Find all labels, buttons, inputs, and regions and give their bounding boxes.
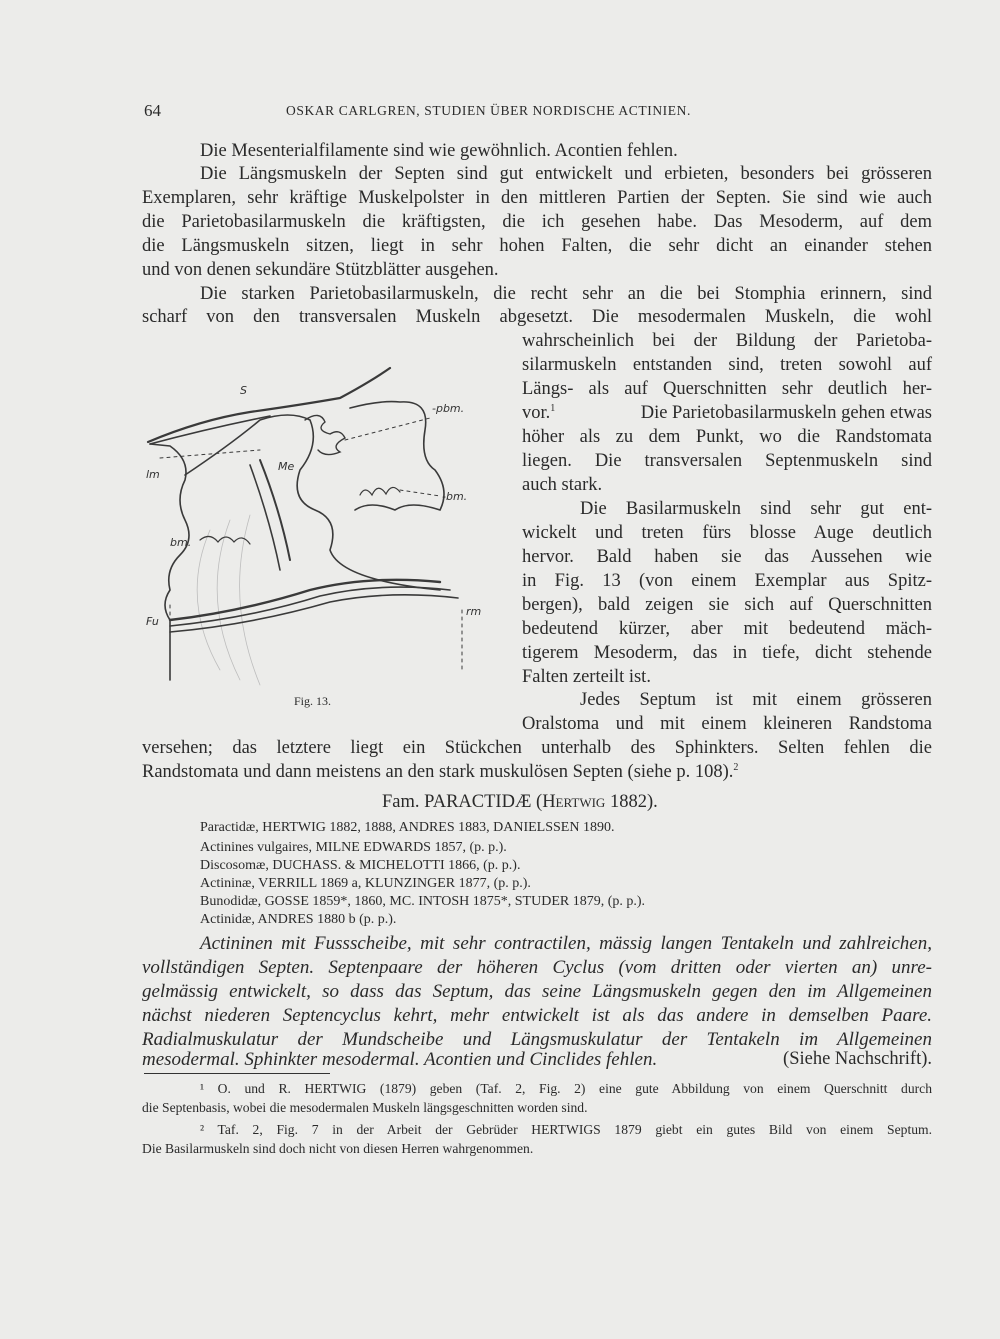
text-line: Oralstoma und mit einem kleineren Randstoma (522, 714, 932, 734)
text-line: wickelt und treten fürs blosse Auge deutlich (522, 523, 932, 543)
text-line: Die starken Parietobasilarmuskeln, die recht sehr an die bei Stomphia erinnern, sind (200, 284, 932, 304)
text-line (522, 403, 932, 424)
synonym-line: Paractidæ, HERTWIG 1882, 1888, ANDRES 1883, DANIELSSEN 1890. (200, 820, 615, 835)
synonym-line: Bunodidæ, GOSSE 1859*, 1860, MC. INTOSH 1875*, STUDER 1879, (p. p.). (200, 894, 646, 909)
text-line: Längs- als auf Querschnitten sehr deutlich her- (522, 379, 932, 399)
text-line: auch stark. (522, 475, 603, 495)
footnote-rule (144, 1073, 330, 1074)
family-heading (382, 792, 658, 813)
figure-13 (140, 350, 490, 720)
text-line: die Parietobasilarmuskeln die kräftigsten, die ich gesehen habe. Das Mesoderm, auf dem (142, 212, 932, 232)
diagnosis-note: (Siehe Nachschrift). (783, 1049, 932, 1069)
text-line: höher als zu dem Punkt, wo die Randstomata (522, 427, 932, 447)
text-line: Exemplaren, sehr kräftige Muskelpolster in den mittleren Partien der Septen. Sie sind wie auch (142, 188, 932, 208)
text-line: silarmuskeln entstanden sind, treten sowohl auf (522, 355, 932, 375)
figure-label-fu: Fu (146, 615, 159, 628)
running-title: OSKAR CARLGREN, STUDIEN ÜBER NORDISCHE ACTINIEN. (286, 103, 691, 118)
text-line: wahrscheinlich bei der Bildung der Parietoba- (522, 331, 932, 351)
text-line: versehen; das letztere liegt ein Stückchen unterhalb des Sphinkters. Selten fehlen die (142, 738, 932, 758)
text-line: Die Längsmuskeln der Septen sind gut entwickelt und erbieten, besonders bei grösseren (200, 164, 932, 184)
footnote-mark: 2 (733, 761, 739, 773)
page-number: 64 (144, 101, 161, 120)
text-line: und von denen sekundäre Stützblätter ausgehen. (142, 260, 499, 280)
figure-caption: Fig. 13. (294, 694, 332, 708)
text-line (142, 762, 738, 783)
footnote-line: ² Taf. 2, Fig. 7 in der Arbeit der Gebrüder HERTWIGS 1879 giebt ein gutes Bild von einem Septum. (200, 1122, 932, 1137)
diagnosis-line: Radialmuskulatur der Mundscheibe und Längsmuskulatur der Tentakeln im Allgemeinen (142, 1029, 932, 1050)
text-line: Jedes Septum ist mit einem grösseren (580, 690, 932, 710)
diagnosis-line (142, 1049, 932, 1071)
text-line: Falten zerteilt ist. (522, 667, 651, 687)
text-line: in Fig. 13 (von einem Exemplar aus Spitz- (522, 571, 932, 591)
synonym-line: Actinines vulgaires, MILNE EDWARDS 1857, (p. p.). (200, 840, 507, 855)
figure-label-bm-right: -bm. (442, 490, 468, 503)
synonym-line: Discosomæ, DUCHASS. & MICHELOTTI 1866, (p. p.). (200, 858, 521, 873)
footnote-line: Die Basilarmuskeln sind doch nicht von diesen Herren wahrgenommen. (142, 1141, 534, 1156)
diagnosis-text: mesodermal. Sphinkter mesodermal. Acontien und Cinclides fehlen. (142, 1049, 658, 1070)
figure-label-s: S (240, 384, 247, 397)
synonym-line: Actinidæ, ANDRES 1880 b (p. p.). (200, 912, 397, 927)
figure-label-rm: rm (466, 605, 482, 618)
figure-13-drawing (140, 350, 490, 720)
diagnosis-line: nächst niederen Septencyclus kehrt, mehr entwickelt ist als das andere in demselben Paare. (142, 1005, 932, 1026)
footnote-line: ¹ O. und R. HERTWIG (1879) geben (Taf. 2, Fig. 2) eine gute Abbildung von einem Querschnitt durch (200, 1081, 932, 1096)
family-heading-suffix: 1882). (605, 792, 658, 812)
text-fragment: vor. (522, 403, 551, 423)
footnote-mark: 1 (550, 402, 556, 414)
text-line: Die Mesenterialfilamente sind wie gewöhnlich. Acontien fehlen. (200, 141, 678, 161)
text-line: tigerem Mesoderm, das in tiefe, dicht stehende (522, 643, 932, 663)
text-line: liegen. Die transversalen Septenmuskeln sind (522, 451, 932, 471)
text-fragment: Randstomata und dann meistens an den stark muskulösen Septen (siehe p. 108). (142, 762, 734, 782)
text-line: bergen), bald zeigen sie sich auf Querschnitten (522, 595, 932, 615)
text-line: die Längsmuskeln sitzen, liegt in sehr hohen Falten, die sehr dicht an einander stehen (142, 236, 932, 256)
figure-label-me: Me (278, 460, 295, 473)
diagnosis-line: vollständigen Septen. Septenpaare der höheren Cyclus (vom dritten oder vierten an) unre- (142, 957, 932, 978)
text-fragment: Die Parietobasilarmuskeln gehen etwas (640, 403, 932, 423)
figure-label-pbm: -pbm. (432, 402, 465, 415)
diagnosis-line: Actininen mit Fussscheibe, mit sehr contractilen, mässig langen Tentakeln und zahlreichen, (200, 933, 932, 954)
text-line: Die Basilarmuskeln sind sehr gut ent- (580, 499, 932, 519)
text-line: bedeutend kürzer, aber mit bedeutend mäch- (522, 619, 932, 639)
figure-label-bm-left: bm. (170, 536, 192, 549)
synonym-line: Actininæ, VERRILL 1869 a, KLUNZINGER 1877, (p. p.). (200, 876, 531, 891)
family-heading-prefix: Fam. PARACTIDÆ ( (382, 792, 543, 812)
family-heading-author: Hertwig (542, 792, 606, 812)
text-line: hervor. Bald haben sie das Aussehen wie (522, 547, 932, 567)
figure-label-lm: lm (146, 468, 160, 481)
footnote-line: die Septenbasis, wobei die mesodermalen Muskeln längsgeschnitten worden sind. (142, 1100, 588, 1115)
text-line: scharf von den transversalen Muskeln abgesetzt. Die mesodermalen Muskeln, die wohl (142, 307, 932, 327)
diagnosis-line: gelmässig entwickelt, so dass das Septum, das seine Längsmuskeln gegen den im Allgemeinen (142, 981, 932, 1002)
